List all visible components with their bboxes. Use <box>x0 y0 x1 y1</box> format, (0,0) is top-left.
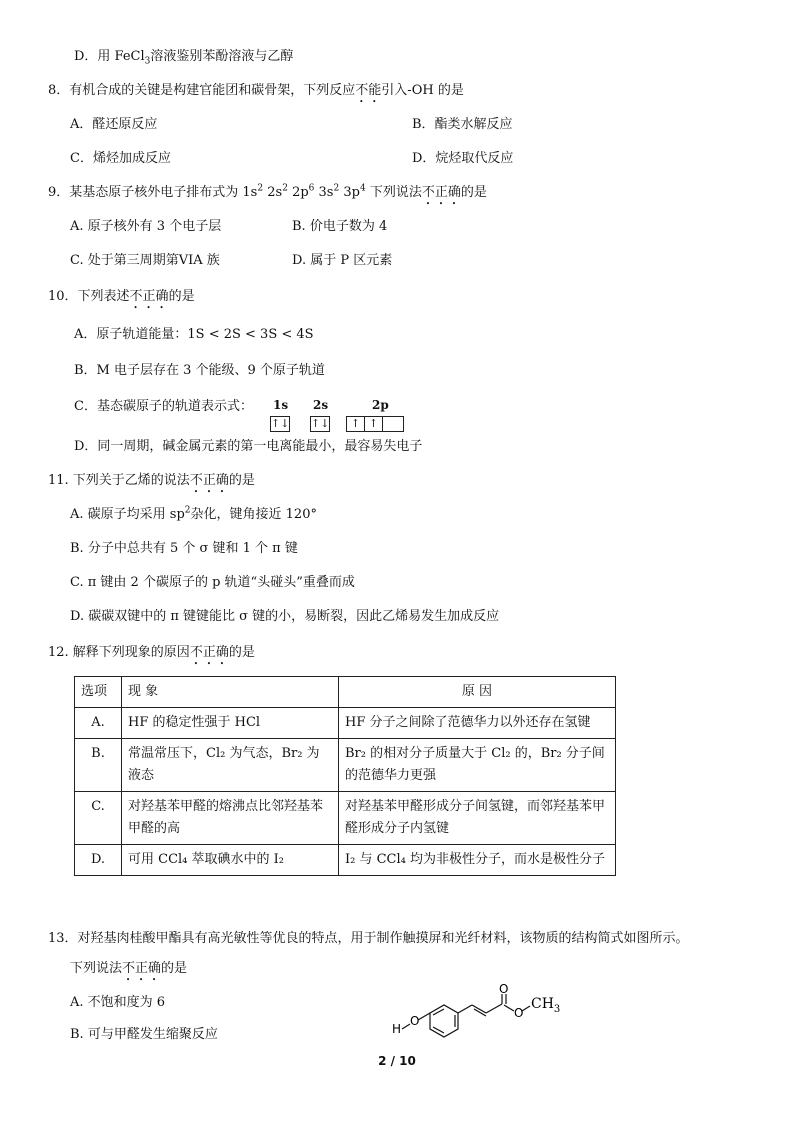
config-exponent: 2 <box>282 183 288 194</box>
structure-label-o: O <box>410 1014 420 1028</box>
table-cell-reason: I₂ 与 CCl₄ 均为非极性分子，而水是极性分子 <box>339 845 616 876</box>
orbital-box-1s <box>270 416 290 432</box>
q13-stem-line2: 下列说法不正确的是 <box>70 961 188 976</box>
config-term: 2p <box>292 185 309 200</box>
orbital-cell: ↑↓ <box>271 417 290 430</box>
orbital-cell: ↑ <box>365 417 383 431</box>
q13-stem-line1: 13．对羟基肉桂酸甲酯具有高光敏性等优良的特点，用于制作触摸屏和光纤材料，该物质的结构简式如图所示。 <box>48 931 689 946</box>
orbital-label-2p: 2p <box>372 398 389 412</box>
q8-stem: 8．有机合成的关键是构建官能团和碳骨架，下列反应不能引入-OH 的是 <box>48 83 464 98</box>
orbital-diagram <box>268 398 418 438</box>
structure-formula <box>388 984 568 1046</box>
table-header: 现 象 <box>122 677 339 708</box>
q8-option-a: A．醛还原反应 <box>70 117 158 132</box>
table-cell-reason: HF 分子之间除了范德华力以外还存在氢键 <box>339 708 616 739</box>
table-cell-option: B. <box>75 739 122 792</box>
q9-option-b: B. 价电子数为 4 <box>292 219 388 234</box>
table-header: 原 因 <box>339 677 616 708</box>
q9-option-c: C. 处于第三周期第VIA 族 <box>70 253 220 268</box>
q11-option-a: A. 碳原子均采用 $sp^2$杂化，键角接近 120° <box>70 505 317 522</box>
q10-option-c: C．基态碳原子的轨道表示式： <box>74 399 253 414</box>
q10-option-a: A．原子轨道能量：1S < 2S < 3S < 4S <box>74 327 314 342</box>
table-cell-reason: 对羟基苯甲醛形成分子间氢键，而邻羟基苯甲醛形成分子内氢键 <box>339 792 616 845</box>
table-row <box>75 708 616 739</box>
orbital-label-1s: 1s <box>273 398 289 412</box>
structure-label-o: O <box>514 1006 524 1020</box>
orbital-box-2p <box>346 416 404 432</box>
q12-table <box>74 676 616 876</box>
table-cell-option: D. <box>75 845 122 876</box>
config-exponent: 4 <box>359 183 366 194</box>
table-row <box>75 845 616 876</box>
table-cell-phenomenon: HF 的稳定性强于 HCl <box>122 708 339 739</box>
structure-bonds <box>402 994 530 1037</box>
config-exponent: 2 <box>333 183 340 194</box>
q10-option-d: D．同一周期，碱金属元素的第一电离能最小，最容易失电子 <box>74 439 423 454</box>
orbital-cell: ↑↓ <box>311 417 330 430</box>
orbital-cell: ↑ <box>347 417 365 431</box>
q9-option-a: A. 原子核外有 3 个电子层 <box>70 219 222 234</box>
table-header-row <box>75 677 616 708</box>
config-term: 3p <box>343 185 360 200</box>
config-exponent: 6 <box>308 183 315 194</box>
q11-option-d: D. 碳碳双键中的 π 键键能比 σ 键的小，易断裂，因此乙烯易发生加成反应 <box>70 609 500 624</box>
table-cell-reason: Br₂ 的相对分子质量大于 Cl₂ 的，Br₂ 分子间的范德华力更强 <box>339 739 616 792</box>
table-row <box>75 739 616 792</box>
table-cell-phenomenon: 常温常压下，Cl₂ 为气态，Br₂ 为液态 <box>122 739 339 792</box>
q10-option-b: B．M 电子层存在 3 个能级、9 个原子轨道 <box>74 363 325 378</box>
q13-option-b: B. 可与甲醛发生缩聚反应 <box>70 1027 218 1042</box>
q13-option-a: A. 不饱和度为 6 <box>70 995 166 1010</box>
q12-stem: 12. 解释下列现象的原因不正确的是 <box>48 645 255 660</box>
q11-stem: 11. 下列关于乙烯的说法不正确的是 <box>48 473 255 488</box>
q11-option-b: B. 分子中总共有 5 个 σ 键和 1 个 π 键 <box>70 541 298 556</box>
q8-option-c: C．烯烃加成反应 <box>70 151 171 166</box>
q9-stem: 9．某基态原子核外电子排布式为 $1s^2$ $2s^2$ $2p^6$ $3s^2$ $3p^4$ 下列说法不正确的是 <box>48 183 487 200</box>
orbital-box-2s <box>310 416 330 432</box>
config-term: 2s <box>267 185 283 200</box>
config-term: 3s <box>318 185 334 200</box>
q11-option-c: C. π 键由 2 个碳原子的 p 轨道“头碰头”重叠而成 <box>70 575 355 590</box>
table-cell-option: A. <box>75 708 122 739</box>
table-header: 选项 <box>75 677 122 708</box>
structure-label-ch3: $CH_3$ <box>531 996 561 1015</box>
q9-option-d: D. 属于 P 区元素 <box>292 253 393 268</box>
structure-label-o: O <box>499 984 509 996</box>
q7-option-d: D．用 FeCl$_3$溶液鉴别苯酚溶液与乙醇 <box>74 49 294 67</box>
table-cell-option: C. <box>75 792 122 845</box>
q8-option-b: B．酯类水解反应 <box>412 117 513 132</box>
table-cell-phenomenon: 可用 CCl₄ 萃取碘水中的 I₂ <box>122 845 339 876</box>
structure-label-h: H <box>392 1022 402 1036</box>
orbital-label-2s: 2s <box>313 398 329 412</box>
table-row <box>75 792 616 845</box>
page-number: 2 / 10 <box>378 1054 416 1068</box>
orbital-cell <box>383 417 401 431</box>
q8-option-d: D．烷烃取代反应 <box>412 151 514 166</box>
table-cell-phenomenon: 对羟基苯甲醛的熔沸点比邻羟基苯甲醛的高 <box>122 792 339 845</box>
q10-stem: 10．下列表述不正确的是 <box>48 289 195 304</box>
